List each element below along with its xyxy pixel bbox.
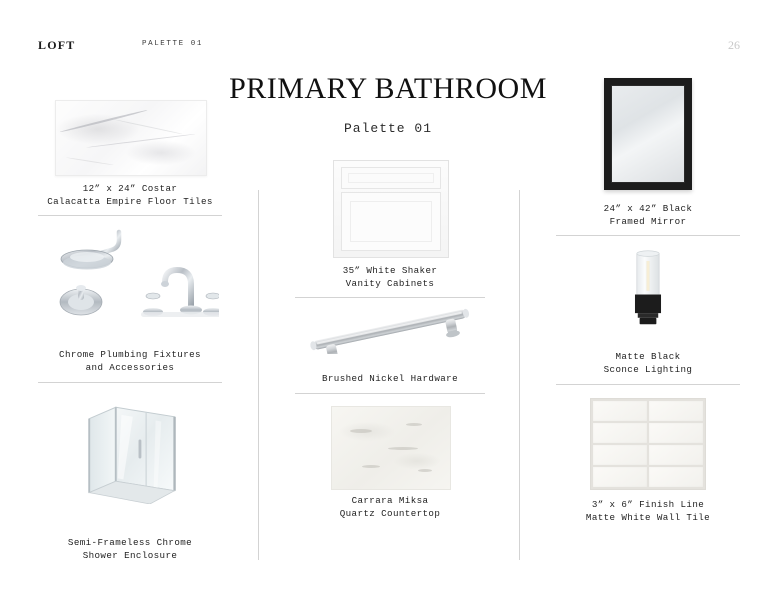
caption-sconce-lighting: Matte Black Sconce Lighting — [603, 351, 693, 375]
divider-left-2 — [38, 382, 222, 383]
page-title: PRIMARY BATHROOM — [229, 72, 547, 105]
quartz-swatch — [331, 406, 451, 490]
shower-enclosure-graphic — [41, 394, 219, 504]
item-sconce-lighting — [613, 248, 683, 334]
column-divider-right — [519, 190, 520, 560]
divider-right-2 — [556, 384, 740, 385]
divider-right-1 — [556, 235, 740, 236]
floor-tile-swatch — [55, 100, 207, 176]
caption-plumbing-fixtures: Chrome Plumbing Fixtures and Accessories — [59, 349, 201, 373]
divider-center-1 — [295, 297, 485, 298]
caption-quartz-countertop: Carrara Miksa Quartz Countertop — [339, 495, 441, 519]
caption-shower-enclosure: Semi-Frameless Chrome Shower Enclosure — [67, 537, 193, 561]
caption-cabinet-hardware: Brushed Nickel Hardware — [321, 373, 458, 384]
item-plumbing-fixtures — [41, 226, 219, 336]
page-subtitle: Palette 01 — [343, 121, 432, 136]
item-shower-enclosure — [41, 394, 219, 510]
divider-center-2 — [295, 393, 485, 394]
wall-tile-swatch — [590, 398, 706, 490]
plumbing-fixtures-graphic — [41, 226, 219, 336]
column-divider-left — [258, 190, 259, 560]
caption-vanity-cabinets: 35” White Shaker Vanity Cabinets — [342, 265, 438, 289]
brand-logo: LOFT — [38, 38, 76, 52]
vanity-cabinet-graphic — [333, 160, 449, 258]
caption-framed-mirror: 24” x 42” Black Framed Mirror — [603, 203, 693, 227]
divider-left-1 — [38, 215, 222, 216]
page-header — [0, 38, 776, 58]
item-cabinet-hardware — [298, 308, 482, 368]
bar-pull-graphic — [298, 308, 482, 354]
framed-mirror-graphic — [604, 78, 692, 190]
caption-floor-tile: 12” x 24” Costar Calacatta Empire Floor Tiles — [47, 183, 213, 207]
caption-wall-tile: 3” x 6” Finish Line Matte White Wall Tile — [585, 499, 711, 523]
sconce-graphic — [613, 248, 683, 328]
page-number: 26 — [728, 38, 740, 52]
palette-tag: PALETTE 01 — [142, 40, 204, 48]
